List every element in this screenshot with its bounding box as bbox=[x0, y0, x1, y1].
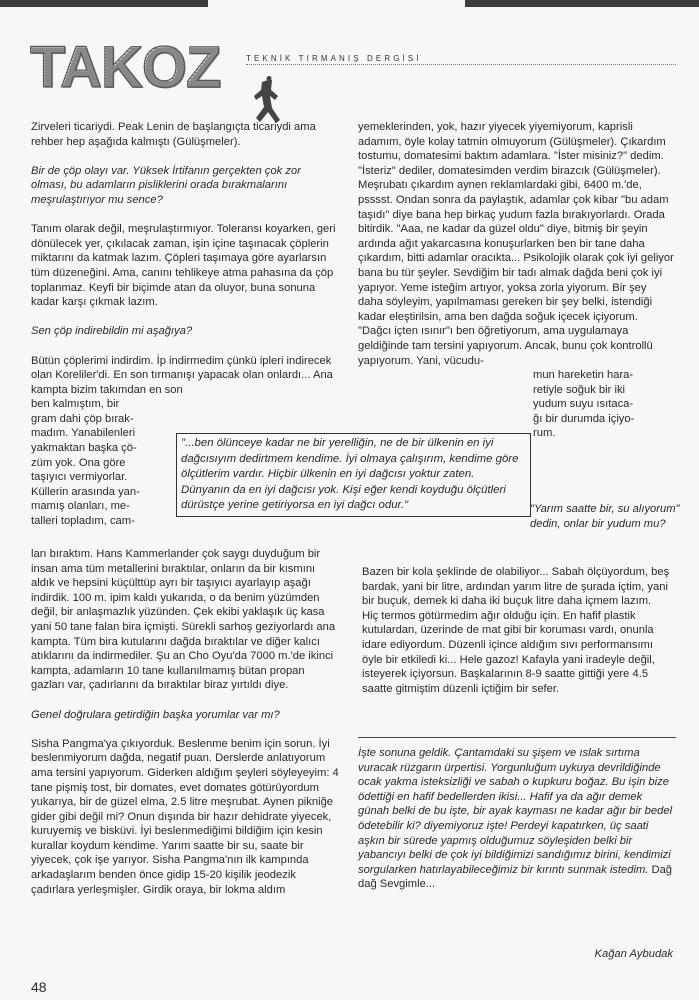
epilogue bbox=[358, 746, 676, 892]
paragraph: yemeklerinden, yok, hazır yiyecek yiyemiyorum, kaprisli adamım, öyle kolay tatmin olmuyorum (Gülüşmeler). Çıkardım tostumu, domatesimi baktım adamlara. "İster misiniz?" dedim. "İsteriz" dediler, domatesimden verdim birazcık (Gülüşmeler). Meşrubatı çıkardım aynen reklamlardaki gibi, 6400 m.'de, psssst. Ondan sonra da paylaştık, adamlar çok kibar "bu adam taşıdı" diye bana hep birkaç yudum fazla bırakıyorlardı. Orada bitirdik. "Aaa, ne kadar da güzel oldu" diye, bitmiş bir şeyin ardında ağıt yakarcasına konuşurlarken ben bir tane daha çıkardım, bitti adamlar oracıkta... Psikolojik olarak çok iyi geliyor bana bu tür şeyler. Sevdiğim bir tadı almak dağda beni çok iyi yapıyor. Yeme isteğim artıyor, yoksa zorla yiyorum. Bir şey daha söyleyim, yapılmaması gereken bir şey belki, istendiği kadar eleştirilsin, ama ben dağda soğuk içecek içiyorum. "Dağcı içten ısınır"ı ben öğretiyorum, ama uygulamaya geldiğinde tam tersini yapıyorum. Ancak, bunu çok kontrollü yapıyorum. Yani, vücudu- bbox=[358, 121, 674, 367]
right-lower-column bbox=[362, 565, 670, 696]
wrap-line: züm yok. Ona göre bbox=[31, 456, 126, 469]
magazine-tagline: TEKNİK TIRMANIŞ DERGİSİ bbox=[246, 54, 422, 63]
left-lower-column bbox=[31, 547, 339, 897]
page-number: 48 bbox=[31, 979, 47, 995]
logo-wordmark: TAKOZ bbox=[30, 35, 221, 100]
paragraph: Bazen bir kola şeklinde de olabiliyor... Sabah ölçüyordum, beş bardak, yani bir litre, ardından yarım litre de şurada içtim, yani bir buçuk, demek ki daha iki buçuk litre daha içmem lazım. Hiç termos götürmedim ağır olduğu için. En hafif plastik kutulardan, üzerinde de mat gibi bir koruması vardı, onunla idare ediyordum. Düzenli içince aldığım sıvı performansımı öyle bir etkiledi ki... Hele gazoz! Kafayla yani iradeyle değil, isteyerek içiyorsun. Başkalarının 8-9 saatte gittiği yere 4.5 saatte gitmiştim düzenli içtiğim bir sefer. bbox=[362, 566, 670, 695]
wrap-line: taşıyıcı vermiyorlar. bbox=[31, 471, 128, 484]
paragraph: Zirveleri ticariydi. Peak Lenin de başlangıçta ticariydi ama rehber hep aşağıda kalmıştı (Gülüşmeler). bbox=[31, 121, 316, 148]
paragraph: Tanım olarak değil, meşrulaştırmıyor. Toleransı koyarken, geri dönülecek yer, çıkılacak zaman, işin içine taşınacak çöplerin miktarını da katmak lazım. Çöpleri taşımaya göre ayarlarsın tüm düzeneğini. Ama, canını tehlikeye atma pahasına da çöp toplanmaz. Keyfi bir biçimde atan da oluyor, buna sonuna kadar karşı çıkmak lazım. bbox=[31, 223, 336, 309]
wrap-text bbox=[358, 368, 674, 441]
question: Bir de çöp olayı var. Yüksek İrtifanın gerçekten çok zor olması, bu adamların pisliklerini orada bırakmalarını meşrulaştırıyor mu sence? bbox=[31, 164, 301, 206]
wrap-line: Küllerin arasında yan- bbox=[31, 485, 140, 498]
paragraph: Bütün çöplerimi indirdim. İp indirmedim çünkü ipleri indirecek olan Koreliler'di. En son tırmanışı yapacak olan onlardı... Ana kampta bizim takımdan en son bbox=[31, 354, 333, 396]
top-rule-right bbox=[465, 0, 699, 7]
pull-quote: "...ben ölünceye kadar ne bir yerelliğin, ne de bir ülkenin en iyi dağcısıyım dedirtmem kendime. İyi olmaya çalışırım, kendime göre ölçütlerim vardır. Hiçbir ülkenin en iyi dağcısı yoktur zaten. Dünyanın da en iyi dağcısı yok. Kişi eğer kendi koyduğu ölçütleri dürüstçe yerine getiriyorsa en iyi dağcı odur." bbox=[176, 433, 531, 517]
wrap-line: talleri topladım, cam- bbox=[31, 515, 135, 528]
wrap-line: rum. bbox=[533, 427, 556, 440]
wrap-line: gram dahi çöp bırak- bbox=[31, 412, 134, 425]
tagline-rule bbox=[246, 64, 676, 65]
top-rule-left bbox=[0, 0, 208, 7]
wrap-line: mamış olanları, me- bbox=[31, 500, 130, 513]
magazine-logo bbox=[30, 36, 280, 104]
paragraph: Sisha Pangma'ya çıkıyorduk. Beslenme benim için sorun. İyi beslenmiyorum dağda, negatif puan. Derslerde anlatıyorum ama tersini yapıyorum. Giderken aldığım şeyleri söyleyeyim: 4 tane pişmiş tost, bir domates, evet domates götürüyordum yukarıya, bir de güzel elma, 2.5 litre meşrubat. Aynen pikniğe gider gibi değil mi? Onun dışında bir hazır dehidrate yiyecek, kuruyemiş ve bisküvi. İyi beslenmediğimi bildiğim için kesin kurallar koydum kendime. Yarım saatte bir su, saate bir yiyecek, çok işe yarıyor. Sisha Pangma'nın ilk kampında arkadaşlarım benden önce gidip 15-20 kişilik jeodezik çadırlara yerleşmişler. Girdik oraya, bir lokma aldım bbox=[31, 737, 339, 896]
wrap-line: ben kalmıştım, bir bbox=[31, 398, 120, 411]
question: Sen çöp indirebildin mi aşağıya? bbox=[31, 325, 193, 338]
epilogue-divider bbox=[358, 737, 676, 738]
epilogue-text: İşte sonuna geldik. Çantamdaki su şişem ve ıslak sırtıma vuracak rüzgarın ürpertisi. Yorgunluğum uykuya devrildiğinde ocak yakma isteksizliği ve sabah o kupkuru boğaz. Bu işin bize ödettiği en hafif bedellerden ikisi... Hafif ya da ağır demek günah belki de bu işte, bir ayak kayması ne kadar ağır bir bedel ödetebilir ki? diyemiyoruz işte! Perdeyi kapatırken, üç saati aşkın bir sürede yapmış olduğumuz söyleşiden belki bir yabancıyı belki de çok iyi bildiğimizi sandığımız birini, kendimizi sorgularken hatırlayabileceğimiz bir kırıntı sunmak istedim. bbox=[358, 747, 673, 876]
side-question: "Yarım saatte bir, su alıyorum" dedin, onlar bir yudum mu? bbox=[530, 503, 680, 530]
epilogue-closing: Dağ dağ Sevgimle... bbox=[358, 863, 673, 891]
wrap-line: retiyle soğuk bir iki bbox=[533, 383, 626, 396]
wrap-line: mun hareketin hara- bbox=[533, 369, 634, 382]
wrap-line: yakmaktan başka çö- bbox=[31, 442, 137, 455]
author-signature: Kağan Aybudak bbox=[594, 948, 673, 960]
right-column bbox=[358, 120, 674, 441]
wrap-line: madım. Yanabilenleri bbox=[31, 427, 136, 440]
paragraph: ları bıraktım. Hans Kammerlander çok saygı duyduğum bir insan ama tüm metallerini bıraktılar, onların da bir kısmını aldık ve hepsini küçülttüp ayrı bir taşıyıcı ayarlayıp aşağı indirdik. 100 m. ipim kaldı yukarıda, o da benim yüzümden değil, bir anlaşmazlık yüzünden. Çek ekibi yaklaşık üç kasa yani 50 tane falan bira içmişti. Sürekli sarhoş geziyorlardı ana kampta. Tüm bira kutularını dağda bıraktılar ve diğer kalıcı atıklarını da indirmediler. Şu an Cho Oyu'da 7000 m.'de ikinci kampta, adamların 10 tane kullanılmamış bütan propan gazları var, çadırlarını da bıraktılar biraz yırtıldı diye. bbox=[31, 548, 336, 692]
wrap-line: ğı bir durumda içiyo- bbox=[533, 412, 635, 425]
wrap-line: yudum suyu ısıtaca- bbox=[533, 398, 634, 411]
question: Genel doğrulara getirdiğin başka yorumlar var mı? bbox=[31, 708, 280, 721]
